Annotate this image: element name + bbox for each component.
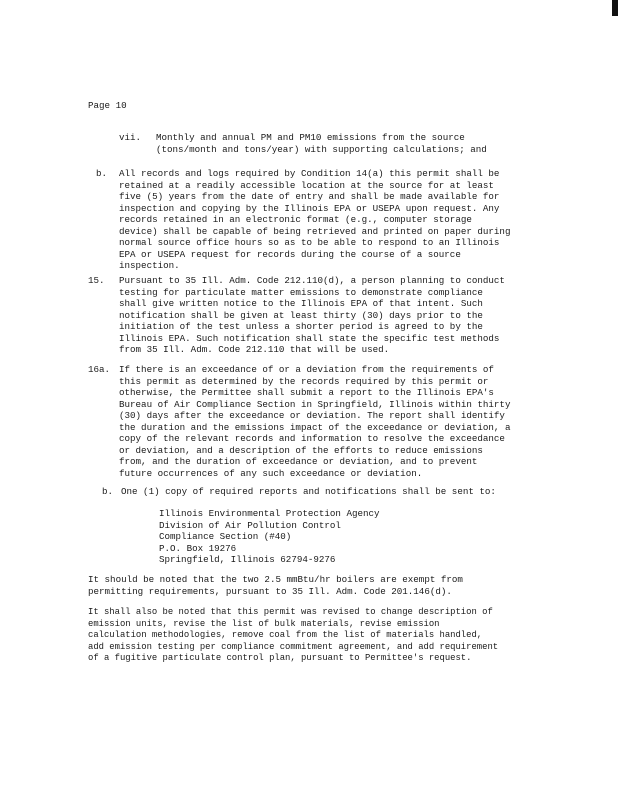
text-line: the duration and the emissions impact of the exceedance or deviation, a <box>119 421 511 433</box>
item-16a-text <box>119 364 510 479</box>
boiler-exemption-note <box>88 574 463 597</box>
text-line: (tons/month and tons/year) with supporting calculations; and <box>156 143 487 155</box>
item-16b-label: b. <box>102 486 114 497</box>
text-line: Bureau of Air Compliance Section in Springfield, Illinois within thirty <box>119 398 511 410</box>
text-line: It should be noted that the two 2.5 mmBtu/hr boilers are exempt from <box>88 574 463 585</box>
text-line: normal source office hours so as to be able to respond to an Illinois <box>119 237 500 248</box>
text-line: Illinois EPA. Such notification shall state the specific test methods <box>119 332 500 344</box>
text-line: records retained in an electronic format (e.g., computer storage <box>119 214 472 225</box>
item-b-text <box>119 168 510 272</box>
scan-edge-mark <box>612 0 618 16</box>
text-line: from, and the duration of exceedance or deviation, and to prevent <box>119 456 478 467</box>
text-line: copy of the relevant records and information to resolve the exceedance <box>119 433 505 444</box>
text-line: this permit as determined by the records required by this permit or <box>119 375 489 387</box>
text-line: add emission testing per compliance commitment agreement, and add requirement <box>88 641 499 652</box>
text-line: (30) days after the exceedance or deviation. The report shall identify <box>119 410 505 421</box>
item-b-label: b. <box>96 168 108 179</box>
text-line: inspection and copying by the Illinois EPA or USEPA upon request. Any <box>119 202 500 214</box>
item-15-label: 15. <box>88 275 105 286</box>
text-line: permitting requirements, pursuant to 35 Ill. Adm. Code 201.146(d). <box>88 585 452 597</box>
text-line: calculation methodologies, remove coal from the list of materials handled, <box>88 630 483 640</box>
text-line: emission units, revise the list of bulk materials, revise emission <box>88 618 440 629</box>
item-16a-label: 16a. <box>88 364 111 375</box>
text-line: retained at a readily accessible location at the source for at least <box>119 179 494 191</box>
text-line: EPA or USEPA request for records during the course of a source <box>119 248 461 260</box>
text-line: five (5) years from the date of entry and shall be made available for <box>119 191 500 202</box>
text-line: Pursuant to 35 Ill. Adm. Code 212.110(d), a person planning to conduct <box>119 275 505 286</box>
item-15-text <box>119 275 505 356</box>
text-line: otherwise, the Permittee shall submit a report to the Illinois EPA's <box>119 387 494 398</box>
address-line: Illinois Environmental Protection Agency <box>159 508 380 519</box>
item-16b-text: One (1) copy of required reports and notifications shall be sent to: <box>121 486 496 497</box>
text-line: inspection. <box>119 260 180 271</box>
item-vii-label: vii. <box>119 132 142 143</box>
address-line: Compliance Section (#40) <box>159 531 292 542</box>
text-line: testing for particulate matter emissions to demonstrate compliance <box>119 286 483 298</box>
mailing-address <box>159 508 380 566</box>
page-number: Page 10 <box>88 100 127 111</box>
text-line: All records and logs required by Condition 14(a) this permit shall be <box>119 168 500 179</box>
text-line: It shall also be noted that this permit was revised to change description of <box>88 607 493 617</box>
address-line: Springfield, Illinois 62794-9276 <box>159 554 336 565</box>
text-line: of a fugitive particulate control plan, pursuant to Permittee's request. <box>88 653 472 663</box>
text-line: notification shall be given at least thirty (30) days prior to the <box>119 309 483 321</box>
item-vii-text <box>156 132 487 155</box>
address-line: Division of Air Pollution Control <box>159 519 341 531</box>
text-line: or deviation, and a description of the efforts to reduce emissions <box>119 444 483 456</box>
text-line: shall give written notice to the Illinois EPA of that intent. Such <box>119 298 483 309</box>
text-line: initiation of the test unless a shorter period is agreed to by the <box>119 321 483 332</box>
address-line: P.O. Box 19276 <box>159 542 237 554</box>
text-line: device) shall be capable of being retrieved and printed on paper during <box>119 225 511 237</box>
text-line: future occurrences of any such exceedance or deviation. <box>119 467 423 479</box>
text-line: If there is an exceedance of or a deviation from the requirements of <box>119 364 494 375</box>
revision-note <box>88 607 498 665</box>
text-line: Monthly and annual PM and PM10 emissions from the source <box>156 132 465 143</box>
text-line: from 35 Ill. Adm. Code 212.110 that will be used. <box>119 344 390 355</box>
